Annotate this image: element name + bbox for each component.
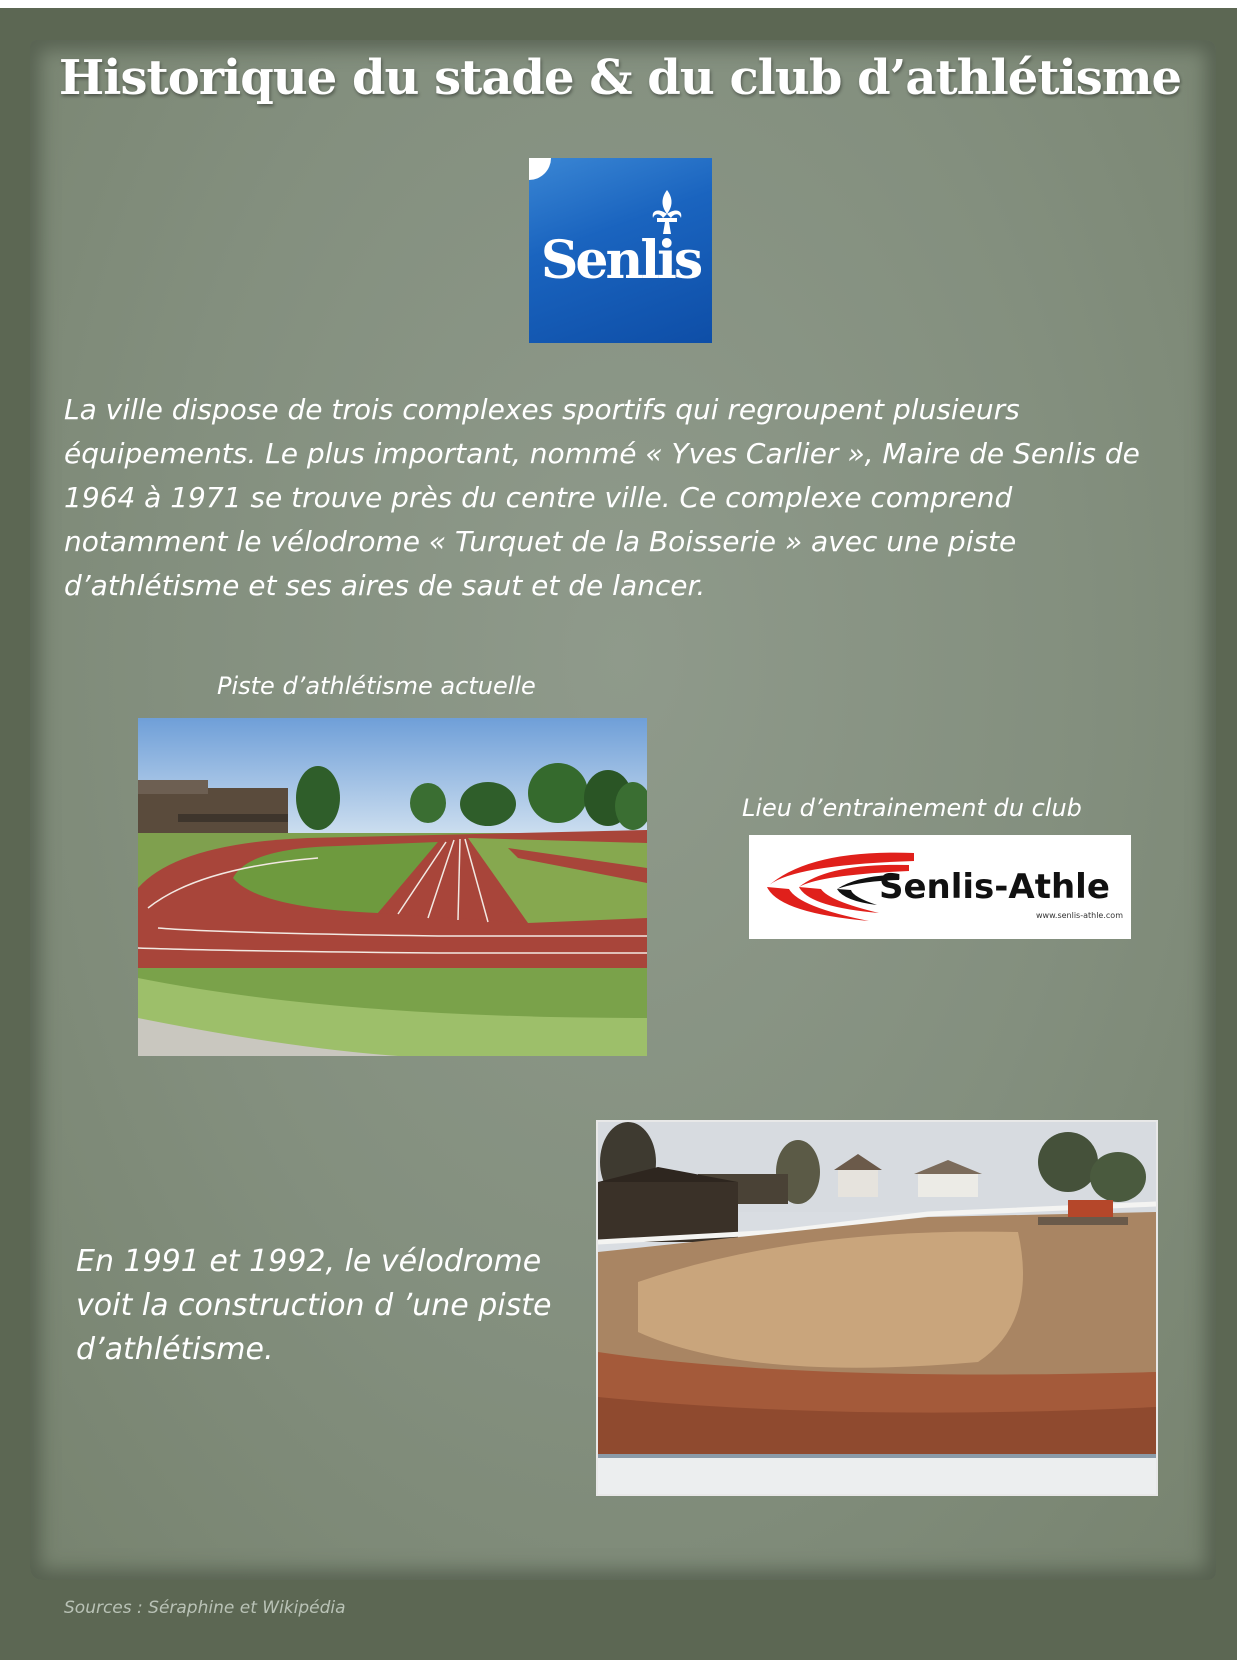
- construction-photo-illustration: [598, 1122, 1156, 1494]
- club-logo-text: Senlis-Athle: [879, 867, 1110, 907]
- track-photo-illustration: [138, 718, 647, 1056]
- senlis-city-logo: [529, 158, 712, 343]
- construction-photo: [596, 1120, 1158, 1496]
- sources-note: Sources : Séraphine et Wikipédia: [64, 1598, 346, 1618]
- current-track-photo: [138, 718, 647, 1056]
- city-logo-text: Senlis: [540, 230, 701, 291]
- club-logo-caption: Lieu d’entrainement du club: [742, 794, 1082, 822]
- senlis-athle-logo: [749, 835, 1131, 939]
- logo-corner: [529, 158, 551, 180]
- intro-paragraph: La ville dispose de trois complexes sportifs qui regroupent plusieurs équipements. Le plus important, nommé « Yves Carlier », Maire de Senlis de 1964 à 1971 se trouve près du centre ville. Ce complexe comprend notamment le vélodrome « Turquet de la Boisserie » avec une piste d’athlétisme et ses aires de saut et de lancer.: [64, 393, 1140, 602]
- track-photo-caption: Piste d’athlétisme actuelle: [217, 672, 536, 700]
- page-title: Historique du stade & du club d’athlétisme: [58, 50, 1182, 106]
- club-logo-url: www.senlis-athle.com: [1036, 911, 1123, 920]
- construction-paragraph: En 1991 et 1992, le vélodrome voit la construction d ’une piste d’athlétisme.: [76, 1244, 552, 1367]
